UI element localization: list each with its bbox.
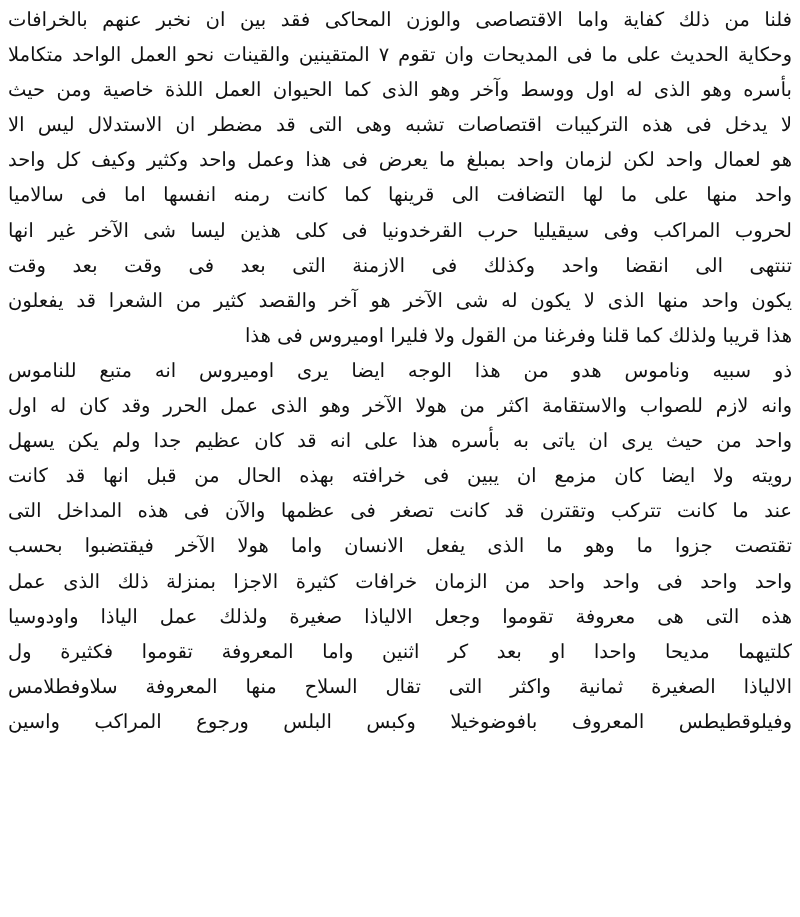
text-line-17: واحد واحد فى واحد واحد من الزمان خرافات كثيرة الاجزا بمنزلة ذلك الذى عمل [8,569,792,593]
text-line-18: هذه التى هى معروفة تقوموا وجعل الالياذا صغيرة ولذلك عمل الياذا واودوسيا [8,604,792,628]
text-line-14: رويته ولا ايضا كان مزمع ان يبين فى خرافته بهذه الحال من قبل انها قد كانت [8,464,792,488]
text-line-10: هذا قريبا ولذلك كما قلنا وفرغنا من القول ولا فليرا اوميروس فى هذا [244,323,792,347]
text-line-13: واحد من حيث يرى ان ياتى به بأسره هذا على انه قد كان عظيم جدا ولم يكن يسهل [8,429,792,453]
text-line-3: بأسره وهو الذى له اول ووسط وآخر وهو الذى كما الحيوان العمل اللذة خاصية ومن حيث [8,78,792,102]
text-line-21: وفيلوقطيطس المعروف بافوضوخيلا وكبس البلس ورجوع المراكب واسين [8,709,792,733]
text-line-8: تنتهى الى انقضا واحد وكذلك فى الازمنة التى بعد فى وقت بعد وقت [8,253,792,277]
text-line-9: يكون واحد منها الذى لا يكون له شى الآخر هو آخر والقصد كثير من الشعرا قد يفعلون [8,288,792,312]
text-line-11: ذو سبيه وناموس هدو من هذا الوجه ايضا يرى اوميروس انه متبع للناموس [8,358,792,382]
text-line-19: كلتيهما مديحا واحدا او بعد كر اثنين واما المعروفة تقوموا فكثيرة ول [8,639,792,663]
text-line-16: تقتصت جزوا ما وهو ما الذى يفعل الانسان واما هولا الآخر فيقتضبوا بحسب [8,534,792,558]
text-line-15: عند ما كانت تتركب وتقترن قد كانت تصغر فى عظمها والآن فى هذه المداخل التى [8,499,792,523]
text-line-1: فلنا من ذلك كفاية واما الاقتصاصى والوزن المحاكى فقد بين ان نخبر عنهم بالخرافات [8,8,792,31]
text-line-2: وحكاية الحديث على ما فى المديحات وان تقوم ٧ المتقينين والقينات نحو العمل الواحد متكاملا [8,43,792,67]
manuscript-page [0,2,800,917]
text-line-20: الالياذا الصغيرة ثمانية واكثر التى تقال السلاح منها المعروفة سلاوفطلامس [8,674,792,698]
text-line-12: وانه لازم للصواب والاستقامة اكثر من هولا الآخر وهو الذى عمل الحرر وقد كان له اول [8,394,792,418]
text-line-7: لحروب المراكب وفى سيقيليا حرب القرخدونيا فى كلى هذين ليسا شى الآخر غير انها [8,218,792,242]
text-line-4: لا يدخل فى هذه التركيبات اقتصاصات تشبه وهى التى قد مضطر ان الاستدلال ليس الا [8,113,792,137]
text-line-6: واحد منها على ما لها التضافت الى قرينها كما كانت رمنه انفسها اما فى سالاميا [8,183,792,207]
text-line-5: هو لعمال واحد لكن لزمان واحد بمبلغ ما يعرض فى هذا وعمل واحد وكثير وكيف كل واحد [8,148,792,172]
